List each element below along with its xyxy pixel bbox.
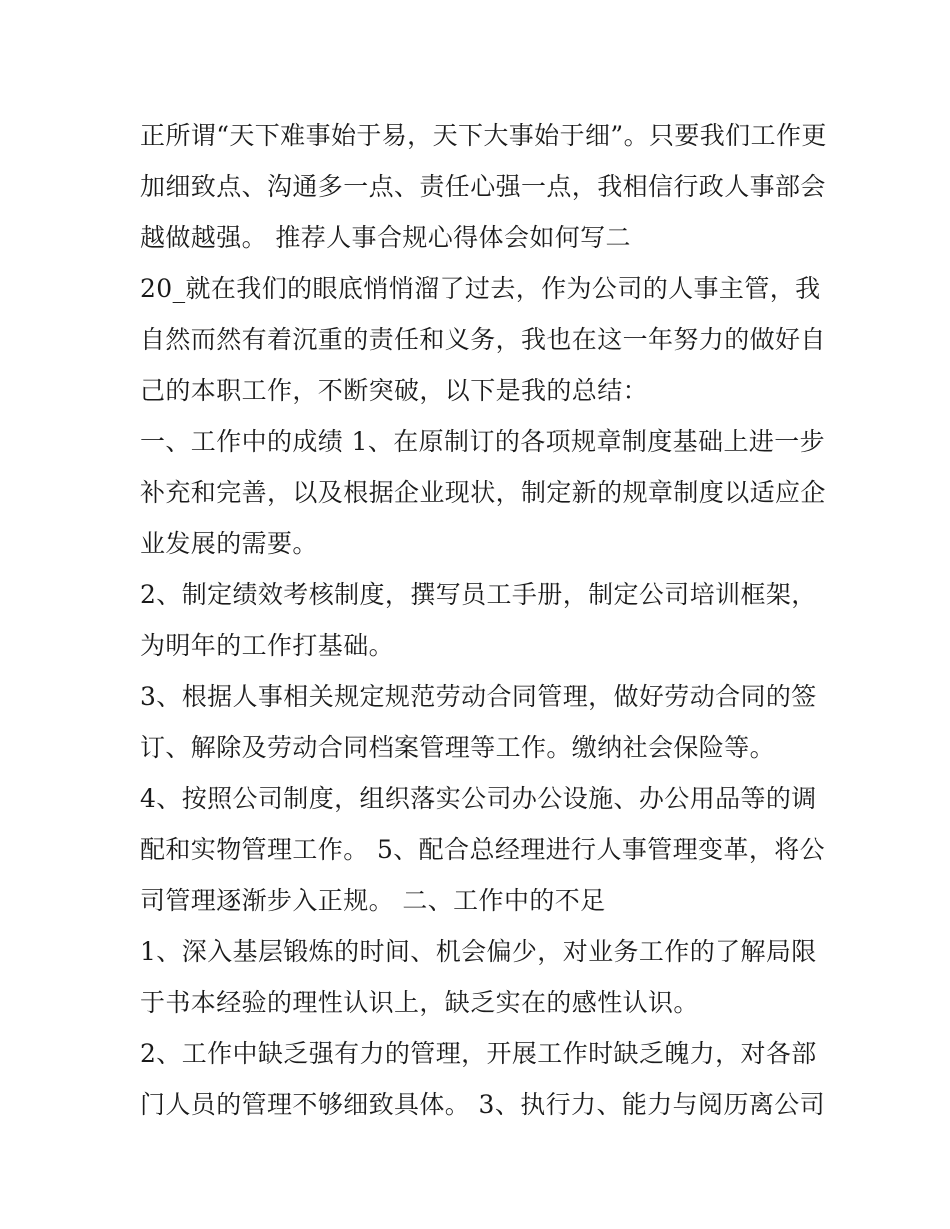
text-line: 1、深入基层锻炼的时间、机会偏少，对业务工作的了解局限 — [140, 937, 817, 966]
text-line: 2、工作中缺乏强有力的管理，开展工作时缺乏魄力，对各部 — [140, 1039, 817, 1068]
text-line: 自然而然有着沉重的责任和义务，我也在这一年努力的做好自 — [140, 325, 826, 354]
text-line: 配和实物管理工作。 5、配合总经理进行人事管理变革，将公 — [140, 835, 826, 864]
text-line: 为明年的工作打基础。 — [140, 631, 395, 660]
text-line: 4、按照公司制度，组织落实公司办公设施、办公用品等的调 — [140, 784, 817, 813]
text-line: 门人员的管理不够细致具体。 3、执行力、能力与阅历离公司 — [140, 1090, 826, 1119]
text-line: 订、解除及劳动合同档案管理等工作。缴纳社会保险等。 — [140, 733, 776, 762]
text-line: 补充和完善，以及根据企业现状，制定新的规章制度以适应企 — [140, 478, 826, 507]
text-line: 3、根据人事相关规定规范劳动合同管理，做好劳动合同的签 — [140, 682, 817, 711]
text-line: 2、制定绩效考核制度，撰写员工手册，制定公司培训框架， — [140, 580, 817, 609]
text-line: 业发展的需要。 — [140, 529, 318, 558]
text-line: 越做越强。 推荐人事合规心得体会如何写二 — [140, 223, 631, 252]
text-line: 加细致点、沟通多一点、责任心强一点，我相信行政人事部会 — [140, 172, 826, 201]
document-body — [140, 110, 830, 1130]
text-line: 20_就在我们的眼底悄悄溜了过去，作为公司的人事主管，我 — [140, 274, 821, 303]
text-line: 一、工作中的成绩 1、在原制订的各项规章制度基础上进一步 — [140, 427, 826, 456]
text-line: 己的本职工作，不断突破，以下是我的总结： — [140, 376, 649, 405]
text-line: 于书本经验的理性认识上，缺乏实在的感性认识。 — [140, 988, 699, 1017]
text-line: 正所谓“天下难事始于易，天下大事始于细”。只要我们工作更 — [140, 121, 827, 150]
text-line: 司管理逐渐步入正规。 二、工作中的不足 — [140, 886, 606, 915]
